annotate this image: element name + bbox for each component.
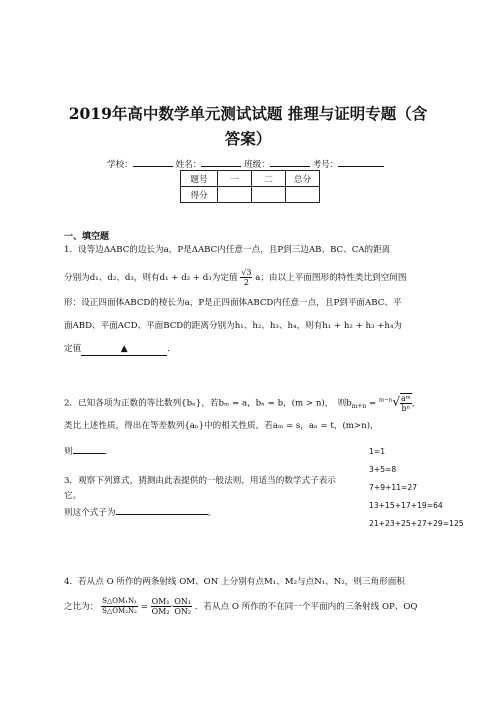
name-blank[interactable] [201,157,241,167]
fraction-denominator: S△OM₂N₂ [102,607,137,615]
fraction-denominator: 2 [243,278,249,287]
student-info-line [107,157,384,170]
q1-line2-text-end: a；由以上平面图形的特性类比到空间图 [255,273,407,283]
q2-answer-blank[interactable] [73,444,105,454]
score-table-cell: 总分 [286,171,320,187]
q1-line3: 形：设正四面体ABCD的棱长为a，P是正四面体ABCD内任意一点，且P到平面ABC、平 [64,298,402,308]
q4-line1: 4．若从点 O 所作的两条射线 OM、ON 上分别有点M₁、M₂与点N₁、N₂，则三角形面积 [64,577,405,587]
area-ratio-fraction [101,597,138,616]
q1-line4: 面ABD、平面ACD、平面BCD的距离分别为h₁、h₂、h₃、h₄，则有h₁ + h₂ + h₃ +h₄为 [64,321,402,331]
multiply-dot: · [170,602,174,612]
q3-line2: 它。 [64,491,82,501]
score-table-cell: 题号 [181,171,218,187]
q3-line3-text: 则这个式子为 [64,508,116,518]
q2-line1 [64,393,420,413]
q2-line1-end: ， [411,398,421,409]
q2-line3-text: 则 [64,447,73,457]
q1-line2-text: 分别为d₁、d₂、d₃，则有d₁ + d₂ + d₃为定值 [64,273,238,283]
fraction-denominator: bⁿ [401,404,411,413]
q2-line1-text: 2．已知各项为正数的等比数列{bₙ}，若bₘ = a，bₙ = b，(m > n)， 则b [64,398,352,409]
q4-line2-text: 之比为： [64,602,99,612]
score-input-cell[interactable] [252,187,286,203]
fraction-numerator: √3 [241,268,252,277]
equals-sign: = [140,602,148,612]
page-title-line1: 2019年高中数学单元测试试题 推理与证明专题（含 [68,104,428,123]
triangle-icon: ▲ [120,344,128,354]
q3-answer-blank[interactable] [116,505,208,515]
score-input-cell[interactable] [218,187,252,203]
score-input-cell[interactable] [286,187,320,203]
q2-line3 [64,444,113,458]
page-title-line2: 答案） [224,129,272,148]
fraction-numerator: S△OM₁N₁ [102,597,137,605]
q2-subscript: m+n [351,403,367,411]
q1-line2 [64,268,406,287]
q2-line2: 类比上述性质，得出在等差数列{aₙ}中的相关性质，若aₘ = s，aₙ = t，(m>n)， [64,421,379,431]
section-heading: 一、填空题 [64,232,110,242]
equation-item: 3+5=8 [369,465,397,474]
equation-item: 21+23+25+27+29=125 [369,519,464,528]
score-table-header-row [181,171,320,187]
fraction-numerator: ON₁ [174,597,192,606]
on-ratio-fraction [170,597,192,616]
q4-line2 [64,597,417,616]
q1-line5-end: ． [167,344,176,354]
school-blank[interactable] [133,157,173,167]
equation-list [369,443,464,533]
exam-no-label: 考号： [312,160,339,170]
class-blank[interactable] [270,157,310,167]
q1-line5 [64,343,176,356]
q3-line3 [64,505,216,519]
equation-item: 7+9+11=27 [369,483,418,492]
sqrt-icon: √ [392,394,400,409]
om-ratio-fraction [151,597,171,616]
q1-line5-text: 定值 [64,344,82,354]
fraction-numerator: aᵐ [401,394,411,403]
q1-answer-blank[interactable] [81,343,167,356]
score-table-score-row [181,187,320,203]
name-label: 姓名： [175,160,202,170]
q2-line3-end: ． [104,447,114,457]
q4-line2-text-end: ．若从点 O 所作的不在同一个平面内的三条射线 OP、OQ [194,602,418,612]
q3-line1: 3．观察下列算式，猜测由此表提供的一般法则，用适当的数学式子表示 [64,476,336,486]
score-table-cell: 二 [252,171,286,187]
q3-line3-end: 。 [207,508,217,518]
fraction-numerator: OM₁ [151,597,170,606]
q1-line1: 1．设等边ΔABC的边长为a，P是ΔABC内任意一点，且P到三边AB、BC、CA的距离 [64,245,391,255]
equation-item: 1=1 [369,447,386,456]
class-label: 班级： [244,160,270,170]
school-label: 学校： [107,160,133,170]
fraction-denominator: OM₂ [151,607,170,616]
score-table-cell: 得分 [181,187,218,203]
score-table-cell: 一 [218,171,252,187]
q2-root-index: m−n [378,397,393,404]
q2-root-fraction [400,393,412,413]
equation-item: 13+15+17+19=64 [369,501,443,510]
exam-no-blank[interactable] [338,157,384,167]
q2-equals: = [366,398,379,409]
score-table [180,170,320,203]
fraction-denominator: ON₂ [174,607,192,616]
sqrt3-over-2-fraction [240,268,252,287]
